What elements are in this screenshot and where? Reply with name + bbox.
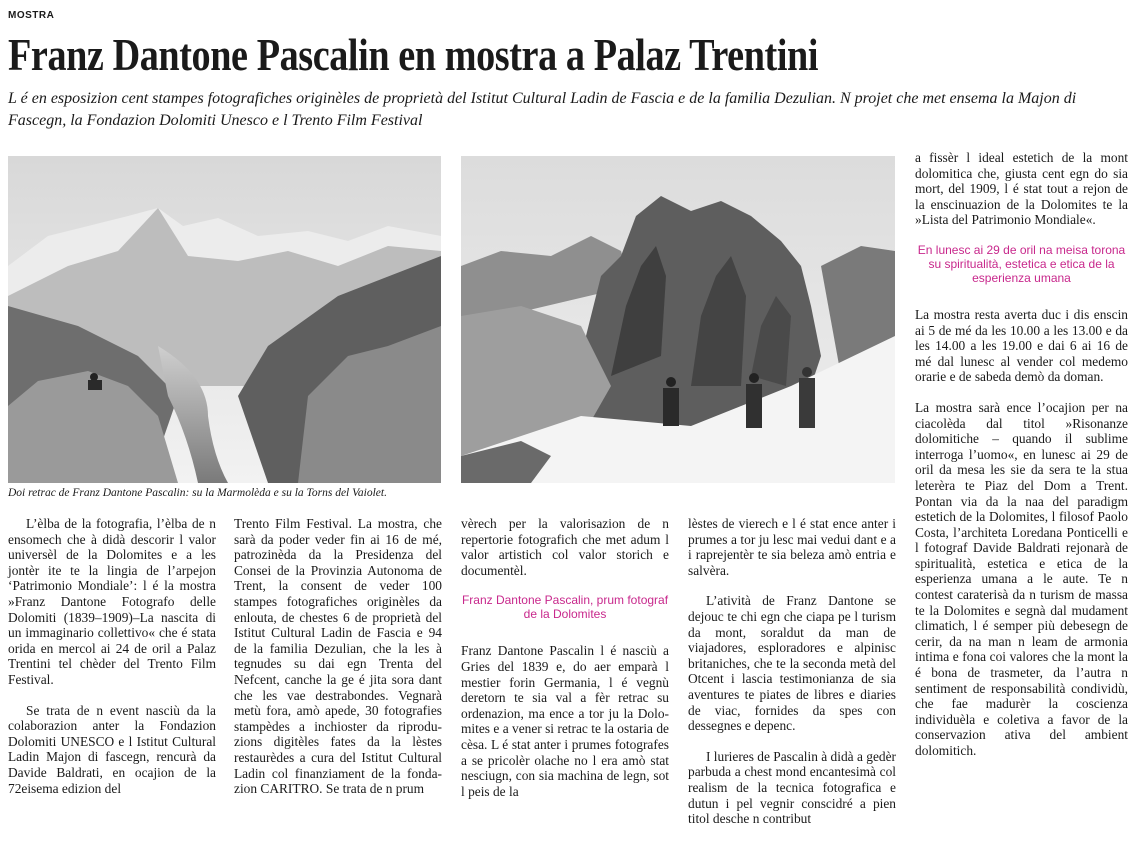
lead-paragraph: L é en esposizion cent stampes fotografiches originèles de proprietà del Istitut Cultural Ladin de Fascia e de la familia Dezulian. N projet che met ensema la Majon di Fascegn, la Fondazion Dolomiti Unesco e l Trento Film Festival — [8, 90, 1077, 129]
paragraph: vèrech per la valorisazion de n repertorie fotografich che met adum l valor artistich col valor storich e documentèl. — [461, 516, 669, 578]
headline: Franz Dantone Pascalin en mostra a Palaz Trentini — [8, 29, 819, 80]
paragraph: L’èlba de la fotografia, l’èlba de n ensomech che à didà descorir l valor universèl de la Dolomites e a les jontèr ite te la lingia de l’arpejon ‘Patrimonio Mondiale’: l é la mostra »Franz Dantone Fotografo delle Dolomiti (1839–1909)–La nascita di un immaginario collettivo« che é stata orida en mercol ai 24 de oril a Palaz Trentini tel chèder del Trento Film Festival. — [8, 516, 216, 687]
paragraph: La mostra resta averta duc i dis enscin ai 5 de mé da les 10.00 a les 13.00 e da les 14.00 a les 19.00 e dai 6 ai 16 de mé dal lunesc al vender col medemo orarie e de sabeda demò da doman. — [915, 306, 1128, 385]
subheading: Franz Dantone Pascalin, prum fotograf de la Dolomites — [461, 593, 669, 622]
photo-caption: Doi retrac de Franz Dantone Pascalin: su la Marmolèda e su la Torns del Vaiolet. — [8, 487, 387, 499]
paragraph: I lurieres de Pascalin à didà a gedèr parbuda a chest mond encantesimà col realism de la tecnica fotografica e dutun i pel vegnir conscidré a pien titol desche n contribut — [688, 748, 896, 827]
column-3 — [461, 516, 669, 814]
paragraph: Franz Dantone Pascalin l é nasciù a Gries del 1839 e, do aer emparà l mestier forin Germania, l é vegnù deretorn te sia val a fèr retrac su ordenazion, ma ence a tor ju la Dolomites e a vener si retrac te la ostaria de cèsa. L é stat anter i prumes fotografes a se pricolèr olache no l era amò stat nesciugn, con sia machina de legn, sot l peis de la — [461, 643, 669, 799]
column-1 — [8, 516, 216, 811]
paragraph: La mostra sarà ence l’ocajion per na ciacolèda dal titol »Risonanze dolomitiche – quando il sublime interroga l’uomo«, en lunesc ai 29 de oril da mesa les sie da sera te la stua leterèra te Piaz del Dom a Trent. Pontan via da la naa del paradigm estetich de la Dolomites, l filosof Paolo Costa, l’architeta Loredana Ponticelli e l fotograf Davide Baldrati rejonarà de spiritualità, estetica e etica de la esperienza umana a le aute. Te n contest caraterisà da n turism de massa te la Dolomites e segnà dal mudament climatich, l é semper più debesegn de cerir, da na man n leam de armonia intima e fona coi valores che la mont la é bona de trasmeter, da l’autra n sentiment de responsabilità condividù, che fae madurèr la coscienza individuèla e coletiva a favor de la conservazion ativa del ambient dolomitich. — [915, 399, 1128, 758]
paragraph: lèstes de vierech e l é stat ence anter i prumes a tor ju lesc mai vedui dant e a i raprejentèr te sia beleza amò entria e salvèra. — [688, 516, 896, 578]
column-4 — [688, 516, 896, 842]
section-label: MOSTRA — [8, 10, 55, 21]
photo-marmoleda — [8, 156, 441, 483]
paragraph: a fissèr l ideal estetich de la mont dolomitica che, giusta cent egn do sia mort, del 1909, l é stat tout a rejon de la enscinuazion de la Dolomites te la »Lista del Patrimonio Mondiale«. — [915, 150, 1128, 228]
paragraph: Se trata de n event nasciù da la colaborazion anter la Fondazion Dolomiti UNESCO e l Istitut Cultural Ladin Majon di fascegn, rencurà da Davide Baldrati, en ocajion de la 72eisema edizion del — [8, 702, 216, 796]
column-2 — [234, 516, 442, 812]
subheading: En lunesc ai 29 de oril na meisa torona su spiritualità, estetica e etica de la esperienza umana — [917, 242, 1126, 285]
paragraph: Trento Film Festival. La mostra, che sarà da poder veder fin ai 16 de mé, patrozinèda da la Presidenza del Consei de la Provinzia Autonoma de Trent, la consent de veder 100 stampes fotografiches originèles da enlouta, de chestes 6 de proprietà del Istitut Cultural Ladin de Fascia e 94 de la familia Dezulian, che la les à tegnudes su dai egn Trenta del Nefcent, canche la ge é jita sora dant che les vae destrabondes. Vegnarà metù fora, amò apede, 30 fotografies stampèdes a inchioster da riproduzions digitèles fates da la lèstes restaurèdes a cura del Istitut Cultural Ladin col finanziament de la fondazion CARITRO. Se trata de n prum — [234, 516, 442, 797]
column-5 — [915, 150, 1128, 774]
paragraph: L’atività de Franz Dantone se dejouc te chi egn che ciapa pe l turism da mont, soraldut da man de viajadores, esploradores e alpinisc britaniches, che te la seconda metà del Otcent i lascia testimonianza de sia aventures te piates de libres e diaries de viac, fornides da spes con dessegnes e depenc. — [688, 593, 896, 734]
photo-torns-del-vaiolet — [461, 156, 895, 483]
